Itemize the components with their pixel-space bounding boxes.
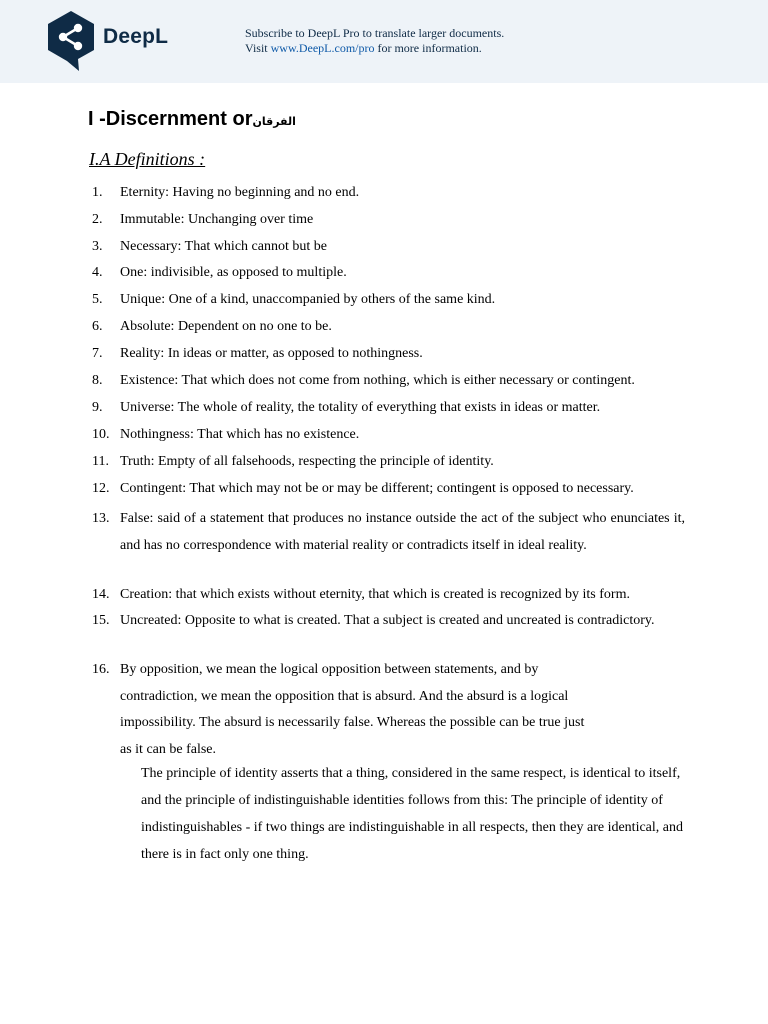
definition-number: 3. <box>92 239 103 254</box>
definition-text: Reality: In ideas or matter, as opposed to nothingness. <box>120 346 423 361</box>
definition-number: 9. <box>92 400 103 415</box>
definition-number: 6. <box>92 319 103 334</box>
definition-number: 1. <box>92 185 103 200</box>
deepl-banner <box>0 0 768 83</box>
definition-text: Creation: that which exists without eternity, that which is created is recognized by its form. <box>120 587 630 602</box>
definition-text: One: indivisible, as opposed to multiple. <box>120 265 347 280</box>
promo-line-2 <box>245 41 504 56</box>
definition-number: 14. <box>92 587 110 602</box>
definition-text: By opposition, we mean the logical opposition between statements, and by contradiction, we mean the opposition that is absurd. And the absurd is a logical impossibility. The absurd is necessarily false. Whereas the possible can be true just as it can be false. <box>120 662 585 758</box>
section-heading-text: I -Discernment or <box>88 108 253 130</box>
definition-number: 4. <box>92 265 103 280</box>
section-heading <box>88 108 296 131</box>
definition-number: 5. <box>92 292 103 307</box>
definition-text: Unique: One of a kind, unaccompanied by others of the same kind. <box>120 292 496 307</box>
promo-text <box>245 26 504 55</box>
section-heading-arabic: الفرقان <box>252 116 296 128</box>
definition-text: Truth: Empty of all falsehoods, respecting the principle of identity. <box>120 454 494 469</box>
definition-number: 13. <box>92 511 110 526</box>
definition-text: Existence: That which does not come from nothing, which is either necessary or contingent. <box>120 373 635 388</box>
definition-number: 16. <box>92 662 110 677</box>
definitions-subheading: I.A Definitions : <box>89 149 206 169</box>
deepl-pro-link[interactable]: www.DeepL.com/pro <box>270 40 375 55</box>
definition-text: Absolute: Dependent on no one to be. <box>120 319 332 334</box>
promo-line-1: Subscribe to DeepL Pro to translate larger documents. <box>245 26 505 40</box>
definition-text: Necessary: That which cannot but be <box>120 239 327 254</box>
definition-text: Contingent: That which may not be or may be different; contingent is opposed to necessary. <box>120 481 634 496</box>
definition-number: 7. <box>92 346 103 361</box>
definition-number: 10. <box>92 427 110 442</box>
definition-text: False: said of a statement that produces no instance outside the act of the subject who enunciates it, and has no correspondence with material reality or contradicts itself in ideal reality. <box>120 511 685 553</box>
definition-number: 15. <box>92 613 110 628</box>
promo-line-2-suffix: for more information. <box>374 40 482 55</box>
definition-text: Uncreated: Opposite to what is created. That a subject is created and uncreated is contradictory. <box>120 613 655 628</box>
definition-text: Nothingness: That which has no existence. <box>120 427 360 442</box>
definition-text: Universe: The whole of reality, the totality of everything that exists in ideas or matter. <box>120 400 601 415</box>
definition-text: Immutable: Unchanging over time <box>120 212 314 227</box>
promo-line-2-prefix: Visit <box>245 40 271 55</box>
definition-text: Eternity: Having no beginning and no end. <box>120 185 360 200</box>
definition-number: 2. <box>92 212 103 227</box>
definition-number: 12. <box>92 481 110 496</box>
deepl-brand-name[interactable]: DeepL <box>103 25 169 48</box>
identity-principle-paragraph: The principle of identity asserts that a thing, considered in the same respect, is identical to itself, and the principle of indistinguishable identities follows from this: The principle of identity of indistinguishables - if two things are indistinguishable in all respects, then they are identical, and there is in fact only one thing. <box>141 766 683 862</box>
definition-number: 8. <box>92 373 103 388</box>
deepl-logo-icon[interactable] <box>46 10 96 72</box>
definition-number: 11. <box>92 454 109 469</box>
